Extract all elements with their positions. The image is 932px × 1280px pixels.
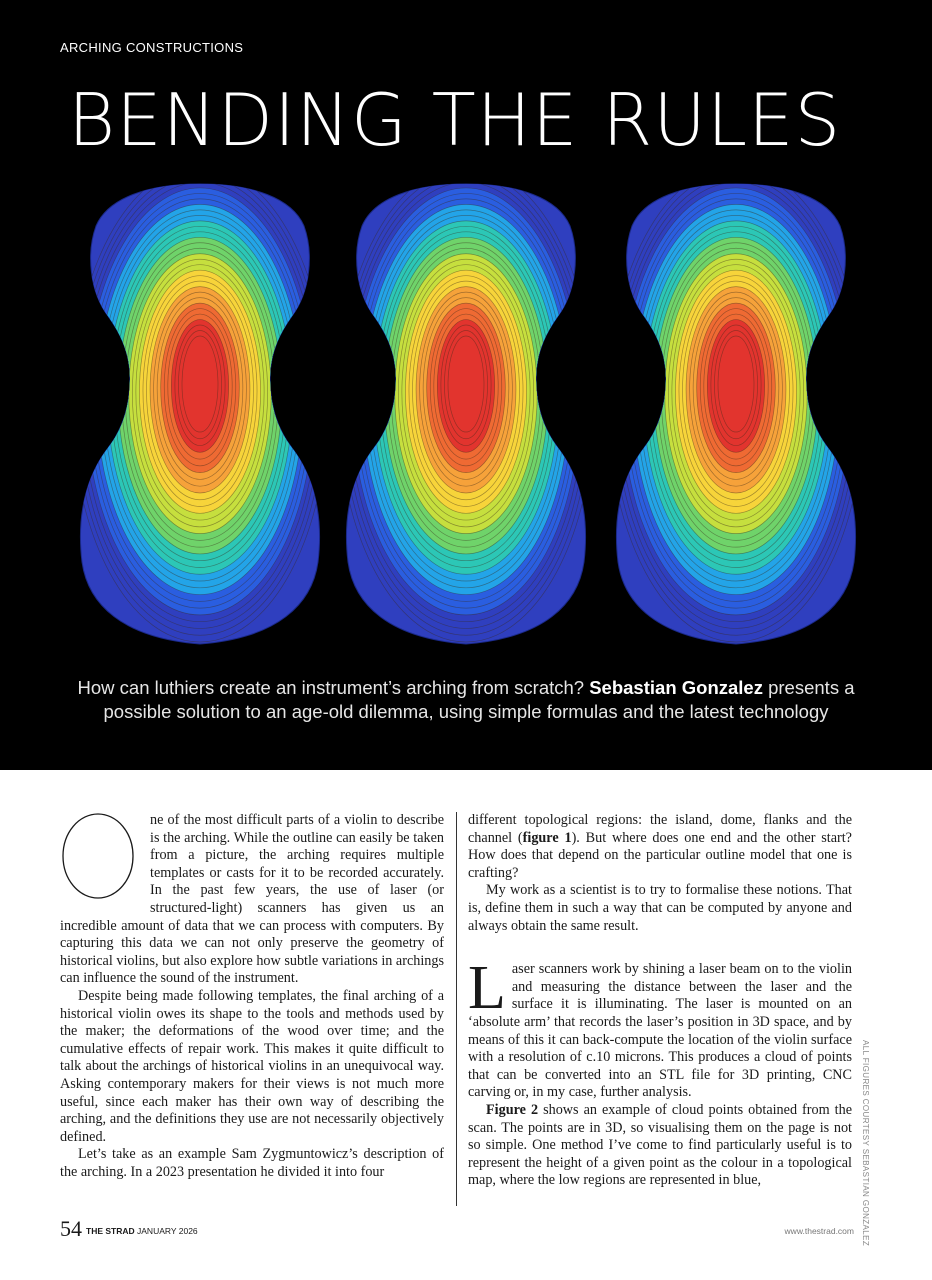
author-name: Sebastian Gonzalez (589, 677, 763, 698)
standfirst-intro: How can luthiers create an instrument’s arching from scratch? (77, 677, 590, 698)
image-credit: ALL FIGURES COURTESY SEBASTIAN GONZALEZ (861, 1040, 870, 1247)
figure-reference: figure 1 (522, 829, 572, 846)
paragraph: My work as a scientist is to try to formalise these notions. That is, define them in such a way that can be computed by anyone and always obtain the same result. (468, 882, 852, 934)
arching-figure (0, 180, 932, 650)
website-url: www.thestrad.com (784, 1226, 854, 1236)
magazine-issue (86, 1226, 198, 1236)
paragraph: Despite being made following templates, the final arching of a historical violin owes its shape to the tools and methods used by the maker; the deformations of the wood over time; and the cumulative effects of repair work. This makes it quite difficult to talk about the archings of historical violins in an unequivocal way. Asking contemporary makers for their views is not much more useful, since each maker has their own way of describing the arching, and the definitions they use are not necessarily objectively defined. (60, 987, 444, 1145)
contour-line (448, 336, 484, 432)
paragraph: Laser scanners work by shining a laser beam on to the violin and measuring the distance between the laser and the surface it is illuminating. The laser is mounted on an ‘absolute arm’ that records the laser’s position in 3D space, and by means of this it can back-compute the location of the violin surface with a resolution of c.10 microns. This produces a cloud of points that can be converted into an STL file for 3D printing, CNC carving or, in my case, further analysis. (468, 954, 852, 1101)
paragraph: Let’s take as an example Sam Zygmuntowicz’s description of the arching. In a 2023 presentation he divided it into four (60, 1146, 444, 1180)
dropcap-o (60, 812, 136, 900)
contour-line (182, 336, 218, 432)
headline: BENDING THE RULES (68, 78, 842, 162)
paragraph: ne of the most difficult parts of a violin to describe is the arching. While the outline can easily be taken from a picture, the arching requires multiple templates or casts for it to be recorded accurately. In the past few years, the use of laser (or structured-light) scanners has given us an incredible amount of data that we can process with computers. By capturing this data we can not only preserve the geometry of historical violins, but also explore how subtle variations in archings can influence the sound of the instrument. (60, 812, 444, 987)
dropcap-l: L (468, 954, 506, 1023)
violin-map-1 (72, 180, 328, 644)
page-number: 54 (60, 1216, 82, 1241)
paragraph: Figure 2 shows an example of cloud points obtained from the scan. The points are in 3D, so visualising them on the page is not so simple. One method I’ve come to find particularly useful is to represent the height of a given point as the colour in a topological map, where the low regions are represented in blue, (468, 1101, 852, 1189)
section-label: ARCHING CONSTRUCTIONS (60, 40, 244, 55)
standfirst (60, 676, 872, 724)
violin-map-3 (608, 180, 864, 644)
magazine-name: THE STRAD (86, 1226, 135, 1236)
paragraph: different topological regions: the island, dome, flanks and the channel (figure 1). But where does one end and the other start? How does that depend on the particular outline model that one is crafting? (468, 812, 852, 881)
issue-date: JANUARY 2026 (137, 1226, 198, 1236)
standfirst-rest: presents a possible solution to an age-old dilemma, using simple formulas and the latest technology (103, 677, 855, 722)
contour-line (718, 336, 754, 432)
article-column-1 (60, 812, 444, 1181)
figure-reference: Figure 2 (486, 1101, 539, 1118)
article-column-2 (468, 812, 852, 1190)
column-rule (456, 812, 457, 1206)
violin-map-2 (338, 180, 594, 644)
